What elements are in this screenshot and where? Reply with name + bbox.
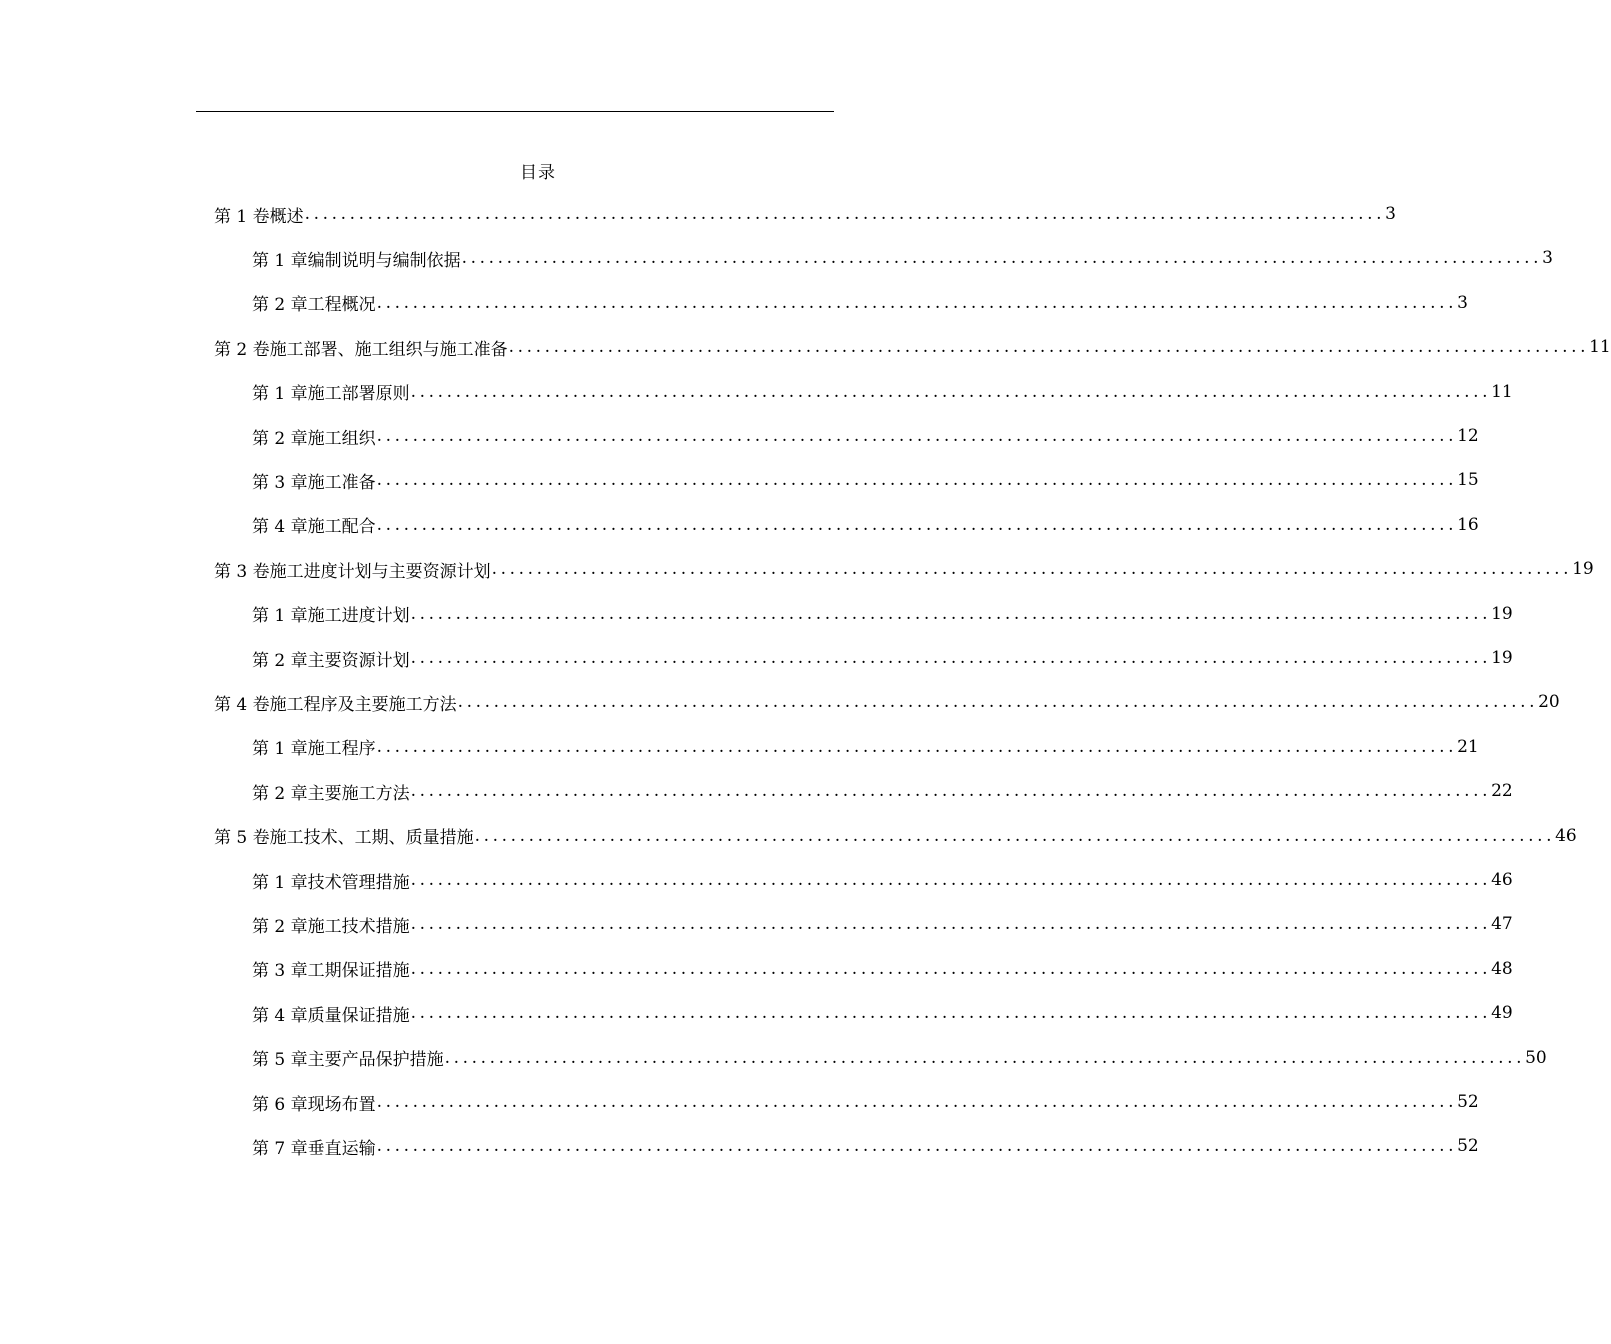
toc-entry-page-number: 19 (1491, 603, 1513, 624)
toc-volume-entry[interactable] (214, 329, 1611, 365)
toc-volume-entry[interactable] (214, 196, 1396, 232)
toc-chapter-entry[interactable] (252, 1084, 1479, 1120)
toc-dot-leader: ........................................................................................................................ (304, 204, 1386, 224)
toc-entry-page-number: 3 (1457, 292, 1468, 313)
toc-chapter-entry[interactable] (252, 418, 1479, 454)
toc-entry-title: 工程概况 (307, 295, 376, 316)
toc-dot-leader: ........................................................................................................................ (457, 692, 1539, 713)
toc-entry-number: 第 7 章 (252, 1138, 308, 1159)
toc-chapter-entry[interactable] (252, 640, 1513, 676)
toc-entry-number: 第 3 卷 (214, 561, 270, 582)
toc-entry-number: 第 6 章 (252, 1094, 308, 1115)
toc-dot-leader: ........................................................................................................................ (474, 825, 1556, 846)
toc-entry-number: 第 2 章 (252, 295, 308, 316)
toc-entry-title: 编制说明与编制依据 (307, 250, 461, 271)
toc-entry-number: 第 1 章 (252, 250, 308, 271)
toc-entry-page-number: 15 (1457, 470, 1479, 491)
toc-entry-number: 第 1 章 (252, 739, 308, 760)
toc-volume-entry[interactable] (214, 818, 1577, 854)
toc-entry-number: 第 1 章 (252, 872, 308, 893)
toc-volume-entry[interactable] (214, 684, 1560, 720)
toc-entry-number: 第 4 卷 (214, 694, 270, 715)
toc-entry-title: 主要资源计划 (307, 650, 410, 671)
toc-entry-page-number: 49 (1491, 1003, 1513, 1024)
toc-entry-title: 施工技术、工期、质量措施 (269, 828, 474, 849)
toc-entry-number: 第 4 章 (252, 1005, 308, 1026)
toc-chapter-entry[interactable] (252, 951, 1513, 987)
toc-chapter-entry[interactable] (252, 773, 1513, 809)
toc-dot-leader: ........................................................................................................................ (444, 1047, 1526, 1068)
toc-entry-page-number: 16 (1457, 514, 1479, 535)
toc-entry-title: 工期保证措施 (307, 961, 410, 982)
toc-entry-number: 第 4 章 (252, 517, 308, 538)
toc-dot-leader: ........................................................................................................................ (508, 337, 1590, 358)
toc-entry-page-number: 19 (1491, 648, 1513, 668)
toc-dot-leader: ........................................................................................................................ (376, 292, 1458, 313)
toc-dot-leader: ........................................................................................................................ (410, 1003, 1492, 1024)
toc-dot-leader: ........................................................................................................................ (410, 381, 1492, 402)
toc-entry-number: 第 1 卷 (214, 206, 270, 227)
toc-entry-page-number: 3 (1542, 248, 1553, 269)
toc-dot-leader: ........................................................................................................................ (376, 426, 1458, 446)
toc-chapter-entry[interactable] (252, 240, 1553, 276)
toc-entry-page-number: 12 (1457, 426, 1479, 446)
toc-entry-title: 技术管理措施 (307, 872, 410, 893)
toc-entry-page-number: 20 (1538, 692, 1560, 713)
toc-chapter-entry[interactable] (252, 729, 1479, 765)
toc-entry-number: 第 2 章 (252, 783, 308, 804)
toc-entry-page-number: 46 (1491, 870, 1513, 890)
toc-entry-number: 第 2 章 (252, 916, 308, 937)
toc-entry-page-number: 52 (1457, 1092, 1479, 1112)
toc-chapter-entry[interactable] (252, 462, 1479, 498)
toc-dot-leader: ........................................................................................................................ (410, 603, 1492, 624)
toc-entry-title: 施工程序 (307, 739, 376, 760)
toc-dot-leader: ........................................................................................................................ (376, 470, 1458, 491)
toc-entry-page-number: 19 (1572, 559, 1594, 580)
toc-entry-title: 施工进度计划 (307, 606, 410, 627)
toc-dot-leader: ........................................................................................................................ (376, 1136, 1458, 1157)
toc-entry-title: 施工组织 (307, 428, 376, 449)
toc-title: 目录 (520, 163, 556, 183)
toc-entry-number: 第 5 卷 (214, 828, 270, 849)
toc-entry-title: 施工配合 (307, 517, 376, 538)
toc-entry-number: 第 1 章 (252, 384, 308, 405)
toc-entry-title: 施工准备 (307, 472, 376, 493)
toc-dot-leader: ........................................................................................................................ (461, 248, 1543, 269)
toc-entry-title: 概述 (269, 206, 304, 227)
toc-chapter-entry[interactable] (252, 995, 1513, 1031)
toc-chapter-entry[interactable] (252, 862, 1513, 898)
toc-dot-leader: ........................................................................................................................ (410, 648, 1492, 668)
toc-dot-leader: ........................................................................................................................ (410, 781, 1492, 802)
toc-dot-leader: ........................................................................................................................ (410, 958, 1492, 979)
toc-entry-page-number: 48 (1491, 958, 1513, 979)
toc-dot-leader: ........................................................................................................................ (376, 1092, 1458, 1112)
toc-entry-page-number: 50 (1525, 1047, 1547, 1068)
toc-entry-number: 第 1 章 (252, 606, 308, 627)
toc-entry-title: 主要施工方法 (307, 783, 410, 804)
toc-entry-number: 第 2 章 (252, 428, 308, 449)
toc-dot-leader: ........................................................................................................................ (491, 559, 1573, 580)
toc-entry-title: 施工程序及主要施工方法 (269, 694, 457, 715)
toc-dot-leader: ........................................................................................................................ (410, 914, 1492, 935)
toc-chapter-entry[interactable] (252, 285, 1468, 321)
toc-chapter-entry[interactable] (252, 1040, 1547, 1076)
toc-dot-leader: ........................................................................................................................ (376, 736, 1458, 757)
toc-entry-page-number: 22 (1491, 781, 1513, 802)
toc-title-wrap (0, 158, 1076, 183)
toc-entry-number: 第 2 卷 (214, 339, 270, 360)
toc-dot-leader: ........................................................................................................................ (376, 514, 1458, 535)
toc-entry-page-number: 11 (1589, 337, 1611, 358)
toc-chapter-entry[interactable] (252, 1128, 1479, 1164)
toc-entry-number: 第 5 章 (252, 1050, 308, 1071)
toc-volume-entry[interactable] (214, 551, 1594, 587)
toc-entry-page-number: 52 (1457, 1136, 1479, 1157)
toc-entry-number: 第 3 章 (252, 961, 308, 982)
toc-chapter-entry[interactable] (252, 906, 1513, 942)
toc-entry-page-number: 11 (1491, 381, 1513, 402)
toc-entry-page-number: 21 (1457, 736, 1479, 757)
toc-entry-page-number: 46 (1555, 825, 1577, 846)
toc-entry-title: 质量保证措施 (307, 1005, 410, 1026)
toc-entry-title: 施工部署原则 (307, 384, 410, 405)
toc-entry-title: 施工技术措施 (307, 916, 410, 937)
toc-chapter-entry[interactable] (252, 374, 1513, 410)
toc-entry-title: 垂直运输 (307, 1138, 376, 1159)
toc-entry-title: 施工部署、施工组织与施工准备 (269, 339, 508, 360)
toc-entry-title: 现场布置 (307, 1094, 376, 1115)
toc-entry-number: 第 2 章 (252, 650, 308, 671)
toc-entry-number: 第 3 章 (252, 472, 308, 493)
toc-chapter-entry[interactable] (252, 507, 1479, 543)
toc-entry-title: 施工进度计划与主要资源计划 (269, 561, 491, 582)
toc-dot-leader: ........................................................................................................................ (410, 870, 1492, 890)
toc-chapter-entry[interactable] (252, 596, 1513, 632)
toc-entry-page-number: 3 (1385, 204, 1396, 224)
toc-entry-title: 主要产品保护措施 (307, 1050, 444, 1071)
header-rule (196, 111, 834, 112)
toc-entry-page-number: 47 (1491, 914, 1513, 935)
